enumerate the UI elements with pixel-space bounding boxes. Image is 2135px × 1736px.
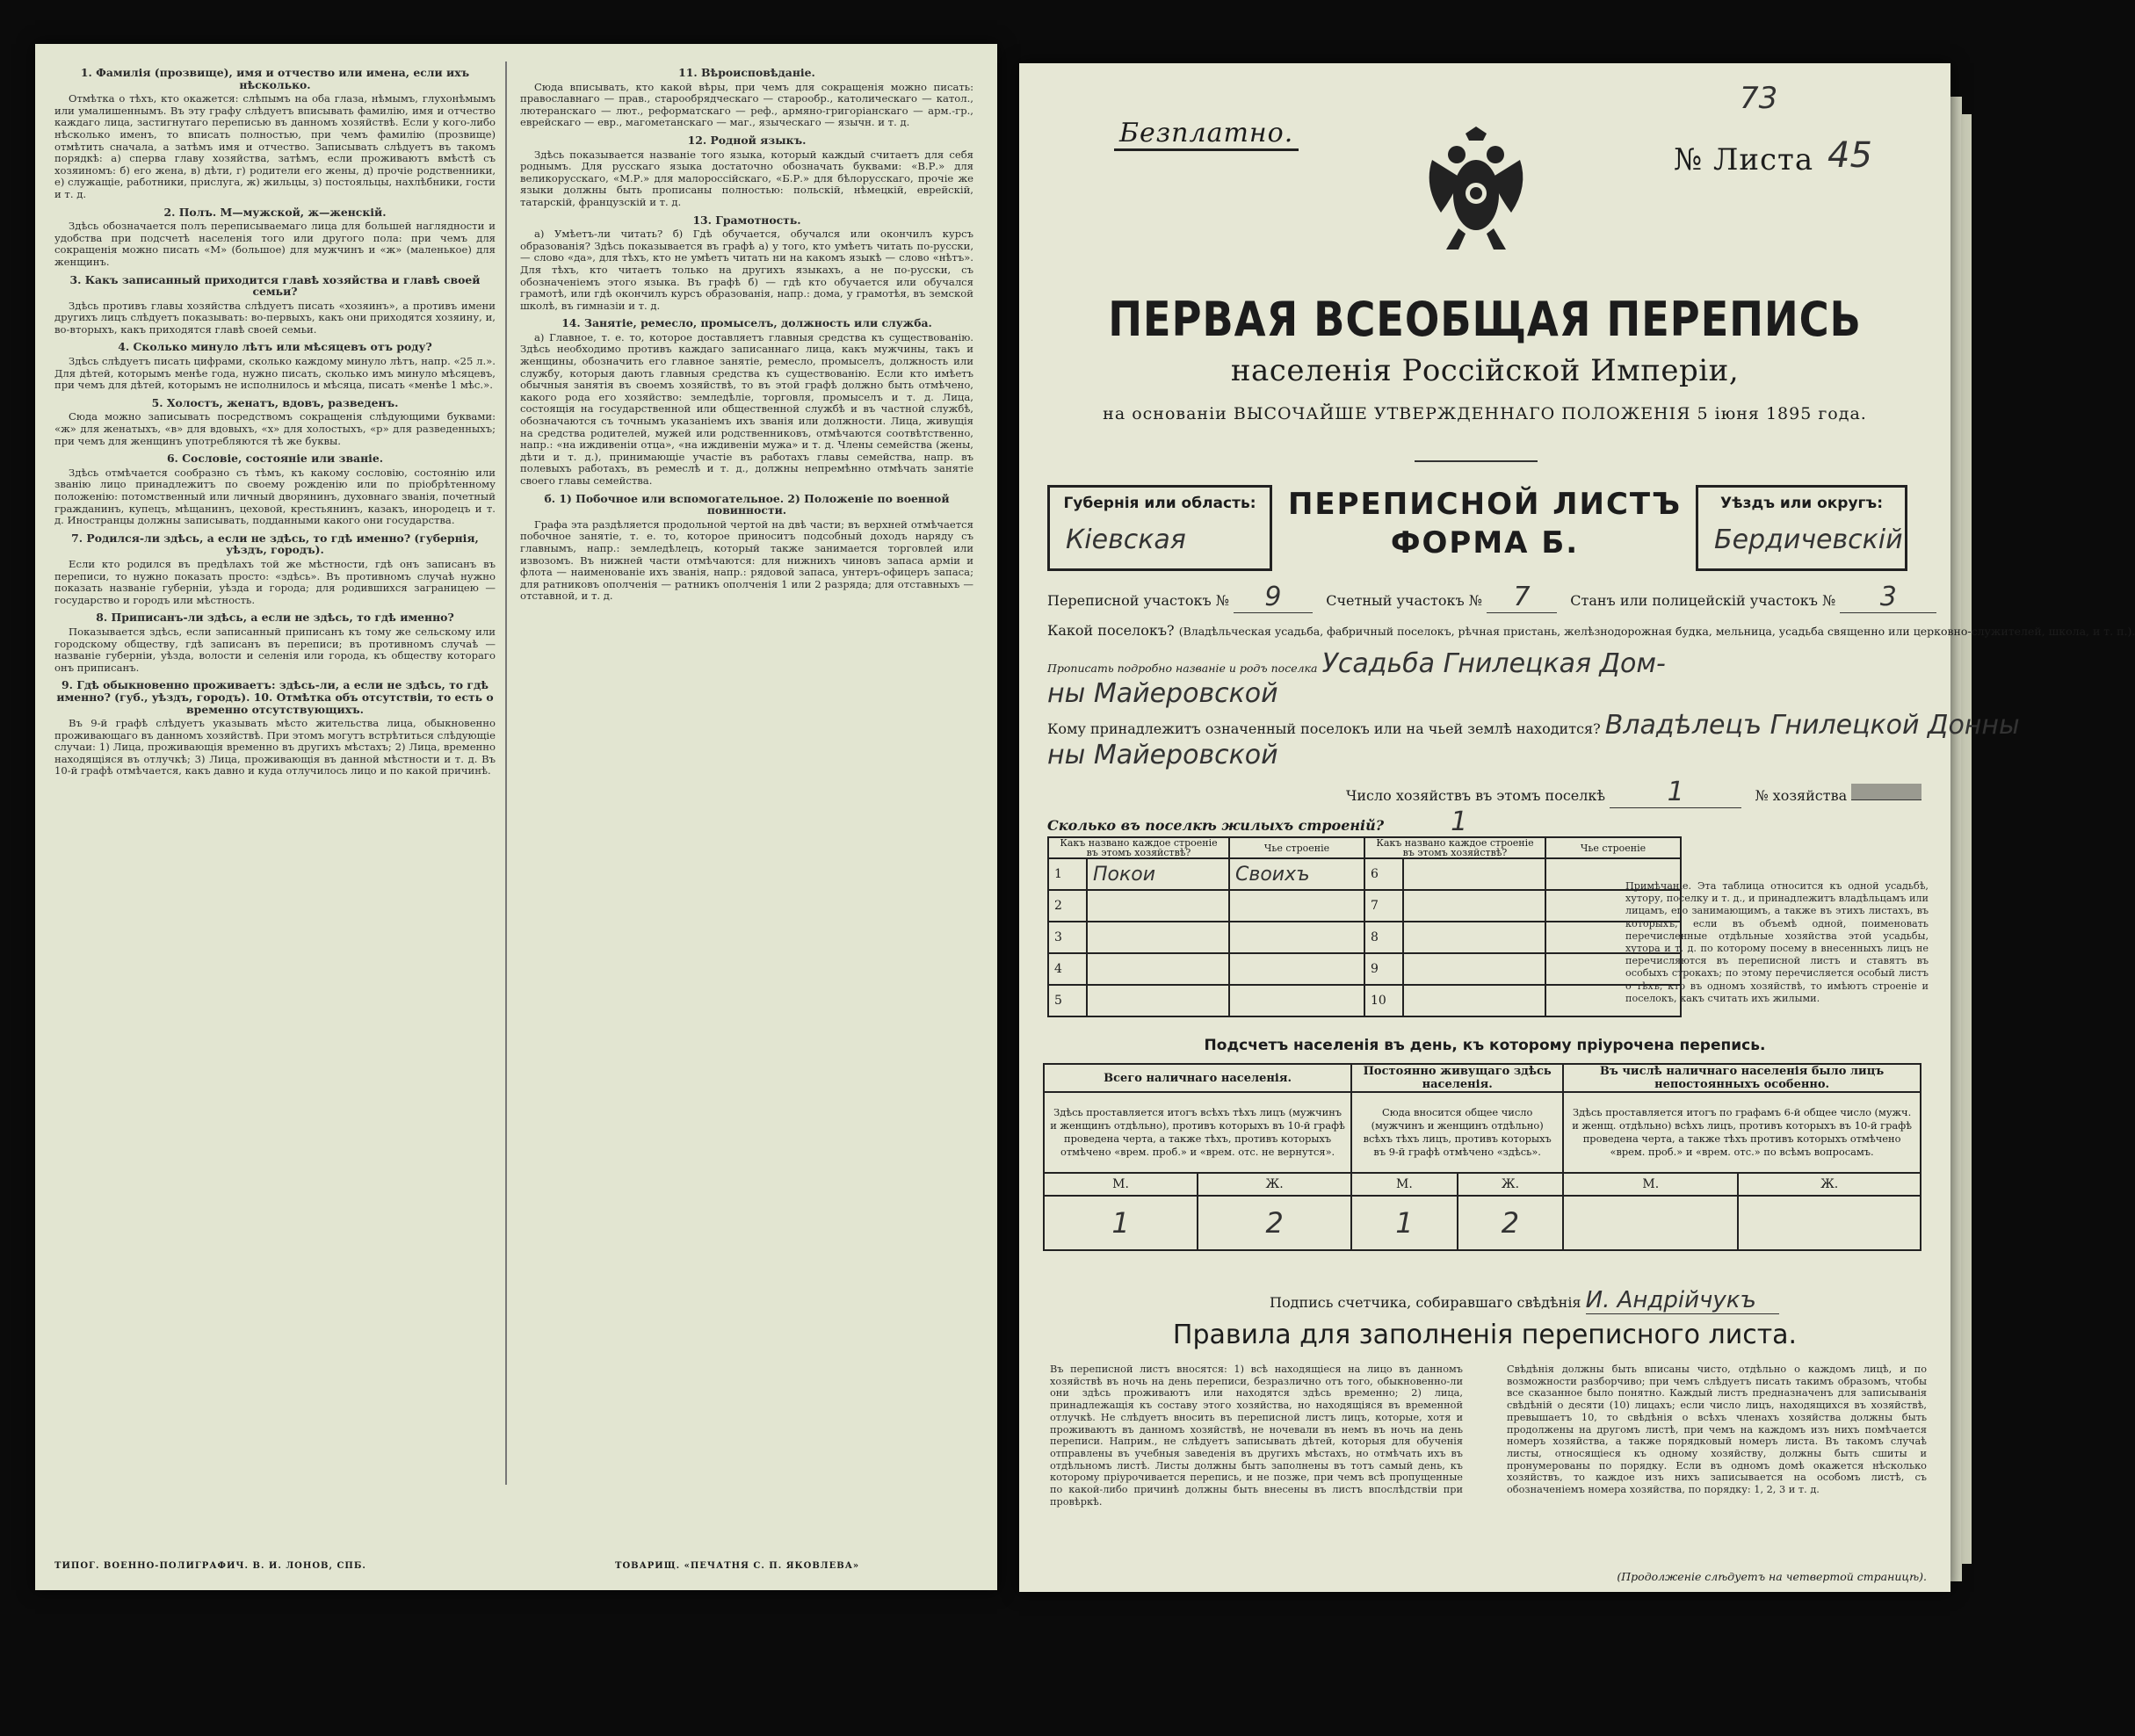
instruction-heading: 2. Полъ. М—мужской, ж—женскій. [163,205,387,219]
signature-value: И. Андрійчукъ [1586,1287,1779,1314]
form-legal-basis: на основаніи ВЫСОЧАЙШЕ УТВЕРЖДЕННАГО ПОЛОЖЕНІЯ 5 іюня 1895 года. [1103,404,1867,423]
count-female-label: Ж. [1198,1173,1351,1196]
building-row [1048,953,1681,985]
settlement-value: Усадьба Гнилецкая Дом- [1321,648,1666,679]
instruction-heading: 8. Приписанъ-ли здѣсь, а если не здѣсь, то гдѣ именно? [96,611,454,625]
building-kind-cell [1403,953,1545,985]
building-no-cell: 2 [1048,890,1087,922]
buildings-note: Примѣчаніе. Эта таблица относится къ одной усадьбѣ, хутору, поселку и т. д., и принадлежитъ владѣльцамъ или лицамъ, его занимающимъ, а также въ этихъ листахъ, въ которыхъ, если въ объемѣ одной, поименовать перечисленные отдѣльные хозяйства этой усадьбы, хутора и т. д. по которому посему в внесенныхъ лицъ не перечисляются въ переписной листъ и ставятъ въ особыхъ строкахъ; по этому перечисляется особый листъ о тѣхъ, кто въ одномъ хозяйствѣ, то имѣютъ строеніе и поселокъ, какъ считать ихъ жилыми. [1625,880,1929,1004]
building-whose-cell [1229,985,1364,1016]
buildings-label: Сколько въ поселкѣ жилыхъ строеній? [1047,817,1385,834]
rules-title: Правила для заполненія переписного листа. [1172,1320,1798,1350]
instruction-heading: 9. Гдѣ обыкновенно проживаетъ: здѣсь-ли, а если не здѣсь, то гдѣ именно? (губ., уѣздъ, городъ). 10. Отмѣтка объ отсутствіи, то есть о временно отсутствующихъ. [56,678,494,716]
count-value-nonresident-female [1738,1196,1921,1250]
instruction-text: а) Главное, т. е. то, которое доставляетъ главныя средства къ существованію. Здѣсь необходимо противъ каждаго записаннаго лица, какъ мужчины, такъ и женщины, обозначить его главное занятіе, ремесло, промыселъ, должность или службу, которыя дають главныя средства къ существованію. Если кто имѣетъ обычныя занятія въ своемъ хозяйствѣ, то въ этой графѣ должно быть отмѣчено, какого рода его хозяйство: земледѣліе, торговля, промыселъ и т. д. Лица, состоящія на государственной или общественной службѣ и въ частной службѣ, обозначаются съ точнымъ указаніемъ ихъ званія или должности. Лица, живущія на средства родителей, мужей или родственниковъ, отмѣчаются соотвѣтственно, напр.: «на иждивеніи отца», «на иждивеніи мужа» и т. д. Члены семейства (жены, дѣти и т. д.), принимающіе участіе въ работахъ главы семейства, напр. въ полевыхъ работахъ, въ ремеслѣ и т. д., должны непремѣнно отмѣчать занятіе своего главы семейства. [520,330,973,487]
count-male-label: М. [1563,1173,1738,1196]
owner-label: Кому принадлежитъ означенный поселокъ или на чьей землѣ находится? [1047,720,1601,737]
building-kind-cell [1087,985,1229,1016]
printer-imprint-left: ТИПОГ. ВОЕННО-ПОЛИГРАФИЧ. В. И. ЛОНОВ, СПБ. [54,1561,366,1571]
count-value-resident-male: 1 [1351,1196,1458,1250]
buildings-header-kind: Какъ названо каждое строеніе въ этомъ хозяйствѣ? [1048,837,1229,858]
instruction-text: Сюда вписывать, кто какой вѣры, при чемъ для сокращенія можно писать: православнаго — прав., старообрядческаго — старообр., католическаго — катол., лютеранскаго — лют., реформатскаго — реф., армяно-григоріанскаго — арм.-гр., еврейскаго — евр., магометанскаго — маг., языческаго — язычн. и т. д. [520,80,973,129]
household-number-blank [1851,784,1922,800]
page-stack-edge [1961,114,1972,1564]
instructions-column-2 [520,61,973,607]
settlement-value-row [1047,648,1666,679]
owner-value-continued: ны Майеровской [1047,740,1278,770]
signature-label: Подпись счетчика, собиравшаго свѣдѣнія [1270,1294,1581,1311]
sheet-number-value: 45 [1827,135,1872,176]
building-no-cell: 10 [1364,985,1403,1016]
building-no-cell: 7 [1364,890,1403,922]
buildings-count-row [1047,807,1530,838]
uezd-label: Уѣздъ или округъ: [1719,495,1884,512]
rules-column-1: Въ переписной листъ вносятся: 1) всѣ находящіеся на лицо въ данномъ хозяйствѣ въ ночь на день переписи, безразлично отъ того, обыкновенно-ли они здѣсь проживаютъ или находятся здѣсь временно; 2) лица, принадлежащія къ составу этого хозяйства, но находящіяся въ временной отлучкѣ. Не слѣдуетъ вносить въ переписной листъ лицъ, которые, хотя и проживаютъ въ данномъ хозяйствѣ, не ночевали въ немъ въ ночь на день переписи. Наприм., не слѣдуетъ записывать дѣтей, которыя для обученія отправлены въ учебныя заведенія въ другихъ мѣстахъ, но отмѣчать ихъ въ отдѣльномъ листѣ. Листы должны быть заполнены въ тотъ самый день, къ которому пріурочивается перепись, и не позже, при чемъ всѣ пропущенные по какой-либо причинѣ должны быть внесены въ листъ впослѣдствіи при провѣркѣ. [1050,1363,1463,1508]
count-value-nonresident-male [1563,1196,1738,1250]
free-of-charge-label: Безплатно. [1114,118,1299,151]
households-row [1346,777,1922,808]
instruction-text: Графа эта раздѣляется продольной чертой на двѣ части; въ верхней отмѣчается побочное занятіе, т. е. то, которое приноситъ подсобный доходъ наряду съ главнымъ, напр.: земледѣлецъ, который также занимается торговлей или извозомъ. Въ нижней части отмѣчаются: для нижнихъ чиновъ запаса арміи и флота — наименованіе ихъ званія, напр.: рядовой запаса, унтеръ-офицеръ запаса; для ратниковъ ополченія — ратникъ ополченія 1 или 2 разряда; для отставныхъ — отставной, и т. д. [520,517,973,603]
instruction-text: Отмѣтка о тѣхъ, кто окажется: слѣпымъ на оба глаза, нѣмымъ, глухонѣмымъ или умалишеннымъ. Въ эту графу слѣдуетъ вписывать фамилію, имя и отчество каждаго лица, застигнутаго переписью въ данномъ хозяйствѣ. Если у кого-либо нѣсколько именъ, то вписать полностью, при чемъ фамилію (прозвище) отмѣтить сначала, а затѣмъ имя и отчество. Записывать слѣдуетъ въ такомъ порядкѣ: а) сперва главу хозяйства, затѣмъ, если проживаютъ вмѣстѣ съ хозяиномъ: б) его жена, в) дѣти, г) родители его жены, д) прочіе родственники, е) служащіе, работники, прислуга, ж) жильцы, з) постояльцы, нахлѣбники, гости и т. д. [54,92,496,200]
form-heading [1283,485,1687,562]
instructions-column-1 [54,61,496,782]
building-kind-cell [1087,922,1229,953]
settlement-row [1047,622,2135,639]
instruction-text: Показывается здѣсь, если записанный приписанъ къ тому же сельскому или городскому обществу, гдѣ записанъ въ переписи; въ противномъ случаѣ — названіе губерніи, уѣзда, волости и селенія или города, къ обществу котораго онъ приписанъ. [54,625,496,674]
form-subtitle: населенія Россійской Имперіи, [1230,353,1740,388]
census-district-value: 9 [1234,582,1313,613]
settlement-value-row-2 [1047,678,1278,709]
building-no-cell: 5 [1048,985,1087,1016]
column-divider [505,61,507,1485]
count-male-label: М. [1351,1173,1458,1196]
title-divider [1415,460,1538,462]
building-no-cell: 3 [1048,922,1087,953]
printer-imprint-right: ТОВАРИЩ. «ПЕЧАТНЯ С. П. ЯКОВЛЕВА» [615,1561,860,1571]
stan-value: 3 [1840,582,1936,613]
buildings-table [1047,836,1682,1017]
building-kind-cell [1087,953,1229,985]
instruction-text: а) Умѣетъ-ли читать? б) Гдѣ обучается, обучался или окончилъ курсъ образованія? Здѣсь показывается въ графѣ а) у того, кто умѣетъ читать по-русски, — слово «да», для тѣхъ, кто не умѣетъ читать ни на какомъ языкѣ — слово «нѣтъ». Для тѣхъ, кто читаетъ только на другихъ языкахъ, а не по-русски, съ обозначеніемъ этого языка. Въ графѣ б) — гдѣ кто обучается или обучался грамотѣ, или гдѣ окончилъ курсъ образованія, напр.: дома, у грамотѣя, въ земской школѣ, въ гимназіи и т. д. [520,228,973,312]
left-instructions-page [35,44,997,1590]
building-row [1048,985,1681,1016]
settlement-hint: (Владѣльческая усадьба, фабричный поселокъ, рѣчная пристань, желѣзнодорожная будка, мельница, усадьба священно или церковно-служителей, школа, и т. п.). [1178,625,2135,638]
count-value-present-female: 2 [1198,1196,1351,1250]
form-variant: ФОРМА Б. [1390,525,1580,561]
building-whose-cell [1229,953,1364,985]
instruction-heading: 12. Родной языкъ. [687,133,807,147]
instruction-heading: 7. Родился-ли здѣсь, а если не здѣсь, то гдѣ именно? (губернія, уѣздъ, городъ). [71,531,479,557]
form-main-title: ПЕРВАЯ ВСЕОБЩАЯ ПЕРЕПИСЬ [1108,292,1862,347]
instruction-heading: 3. Какъ записанный приходится главѣ хозяйства и главѣ своей семьи? [69,272,481,299]
instruction-text: Здѣсь отмѣчается сообразно съ тѣмъ, къ какому сословію, состоянію или званію лицо принадлежитъ по своему рожденію или по пріобрѣтенному положенію: потомственный или личный дворянинъ, духовнаго званія, почетный гражданинъ, купецъ, мѣщанинъ, цеховой, крестьянинъ, казакъ, инородецъ и т. д. Иностранцы должны записывать, подданными какого они государства. [54,466,496,527]
guberniya-label: Губернія или область: [1063,495,1256,512]
owner-row [1047,710,2020,741]
building-kind-cell [1403,890,1545,922]
building-no-cell: 9 [1364,953,1403,985]
building-no-cell: 4 [1048,953,1087,985]
instruction-heading: 4. Сколько минуло лѣтъ или мѣсяцевъ отъ роду? [118,340,432,354]
instruction-text: Сюда можно записывать посредствомъ сокращенія слѣдующими буквами: «ж» для женатыхъ, «в» для вдовыхъ, «х» для холостыхъ, «р» для разведенныхъ; при чемъ для женщинъ употребляются тѣ же буквы. [54,410,496,447]
instruction-text: Здѣсь обозначается полъ переписываемаго лица для большей наглядности и удобства при подсчетѣ населенія того или другого пола: при чемъ для сокращенія можно писать «М» (большое) для мужчинъ и «ж» (маленькое) для женщинъ. [54,220,496,268]
instruction-text: Если кто родился въ предѣлахъ той же мѣстности, гдѣ онъ записанъ въ переписи, то нужно показать просто: «здѣсь». Въ противномъ случаѣ нужно показать названіе губерніи, уѣзда и города; для родившихся заграницею — государство и городъ или мѣстность. [54,557,496,606]
count-header-present: Всего наличнаго населенія. [1044,1064,1351,1092]
count-desc-resident: Сюда вносится общее число (мужчинъ и женщинъ отдѣльно) всѣхъ тѣхъ лицъ, противъ которыхъ въ 9-й графѣ отмѣчено «здѣсь». [1351,1092,1563,1173]
buildings-value: 1 [1389,807,1530,838]
buildings-header-kind: Какъ названо каждое строеніе въ этомъ хозяйствѣ? [1364,837,1545,858]
households-label: Число хозяйствъ въ этомъ поселкѣ [1346,787,1606,804]
building-row [1048,858,1681,890]
guberniya-box [1047,485,1272,571]
building-whose-cell [1229,922,1364,953]
count-header-nonresident: Въ числѣ наличнаго населенія было лицъ непостоянныхъ особенно. [1563,1064,1921,1092]
instruction-heading: 11. Вѣроисповѣданіе. [678,66,815,79]
instruction-heading: 5. Холостъ, женатъ, вдовъ, разведенъ. [151,395,399,409]
census-district-label: Переписной участокъ № [1047,592,1229,609]
owner-value: Владѣлецъ Гнилецкой Донны [1604,710,2020,741]
building-row [1048,890,1681,922]
population-count-table [1043,1063,1922,1251]
district-numbers-row [1047,582,1936,613]
rules-column-2: Свѣдѣнія должны быть вписаны чисто, отдѣльно о каждомъ лицѣ, и по возможности разборчиво; при чемъ слѣдуетъ писать такимъ образомъ, чтобы все сказанное было понятно. Каждый листъ предназначенъ для записыванія свѣдѣній о десяти (10) лицахъ; если число лицъ, находящихся въ хозяйствѣ, превышаетъ 10, то свѣдѣнія о всѣхъ членахъ хозяйства должны быть продолжены на другомъ листѣ, при чемъ на каждомъ изъ нихъ помѣчается номеръ хозяйства, а также порядковый номеръ листа. Въ такомъ случаѣ листы, относящіеся къ одному хозяйству, должны быть сшиты и пронумерованы по порядку. Если въ одномъ домѣ окажется нѣсколько хозяйствъ, то каждое изъ нихъ записывается на особомъ листѣ, съ обозначеніемъ номера хозяйства, по порядку: 1, 2, 3 и т. д. [1507,1363,1927,1496]
stan-label: Станъ или полицейскій участокъ № [1570,592,1836,609]
building-kind-cell: Покои [1087,858,1229,890]
continued-note: (Продолженіе слѣдуетъ на четвертой страницѣ). [1617,1570,1927,1583]
count-desc-present: Здѣсь проставляется итогъ всѣхъ тѣхъ лицъ (мужчинъ и женщинъ отдѣльно), противъ которыхъ въ 10-й графѣ проведена черта, а также тѣхъ, противъ которыхъ отмѣчено «врем. проб.» и «врем. отс. не вернутся». [1044,1092,1351,1173]
form-title: ПЕРЕПИСНОЙ ЛИСТЪ [1287,487,1683,522]
owner-row-2 [1047,740,1278,770]
building-no-cell: 6 [1364,858,1403,890]
building-whose-cell [1229,890,1364,922]
household-number-label: № хозяйства [1755,787,1848,804]
census-form-page [1019,63,2135,1592]
building-kind-cell [1403,985,1545,1016]
archive-page-number: 73 [1740,81,1778,116]
guberniya-value: Кiевская [1066,524,1186,555]
count-female-label: Ж. [1458,1173,1564,1196]
instruction-heading: б. 1) Побочное или вспомогательное. 2) Положеніе по военной повинности. [544,491,950,517]
count-value-resident-female: 2 [1458,1196,1564,1250]
building-kind-cell [1403,858,1545,890]
buildings-header-whose: Чье строеніе [1229,837,1364,858]
population-count-heading: Подсчетъ населенія въ день, къ которому пріурочена перепись. [1204,1037,1766,1054]
households-value: 1 [1610,777,1741,808]
counting-district-label: Счетный участокъ № [1326,592,1482,609]
instruction-heading: 1. Фамилія (прозвище), имя и отчество или имена, если ихъ нѣсколько. [80,66,470,91]
instruction-heading: 6. Сословіе, состояніе или званіе. [166,452,384,466]
count-female-label: Ж. [1738,1173,1921,1196]
instruction-text: Въ 9-й графѣ слѣдуетъ указывать мѣсто жительства лица, обыкновенно проживающаго въ данномъ хозяйствѣ. При этомъ могутъ встрѣтиться слѣдующіе случаи: 1) Лица, проживающія временно въ другихъ мѣстахъ; 2) Лица, временно находящіяся въ отлучкѣ; 3) Лица, проживающія въ данной мѣстности и т. д. Въ 10-й графѣ отмѣчается, какъ давно и куда отлучилось лицо и по какой причинѣ. [54,717,496,778]
settlement-value-continued: ны Майеровской [1047,678,1278,709]
building-no-cell: 8 [1364,922,1403,953]
settlement-hint-2: Прописать подробно названіе и родъ поселка [1047,662,1318,675]
instruction-text: Здѣсь слѣдуетъ писать цифрами, сколько каждому минуло лѣтъ, напр. «25 л.». Для дѣтей, которымъ менѣе года, нужно писать, сколько имъ минуло мѣсяцевъ, при чемъ для дѣтей, которымъ не исполнилось и мѣсяца, писать «менѣе 1 мѣс.». [54,355,496,392]
enumerator-signature-row [1270,1287,1779,1314]
count-desc-nonresident: Здѣсь проставляется итогъ по графамъ 6-й общее число (мужч. и женщ. отдѣльно) всѣхъ лицъ, противъ которыхъ въ 10-й графѣ проведена черта, а также тѣхъ противъ которыхъ отмѣчено «врем. проб.» и «врем. отс.» по всѣмъ вопросамъ. [1563,1092,1921,1173]
building-kind-cell [1403,922,1545,953]
count-header-resident: Постоянно живущаго здѣсь населенія. [1351,1064,1563,1092]
count-value-present-male: 1 [1044,1196,1198,1250]
sheet-number-label: № Листа [1674,142,1814,177]
building-row [1048,922,1681,953]
instruction-text: Здѣсь противъ главы хозяйства слѣдуетъ писать «хозяинъ», а противъ имени другихъ лицъ слѣдуетъ показывать: во-первыхъ, какъ они приходятся хозяину, и, во-вторыхъ, какъ приходятся главѣ своей семьи. [54,299,496,336]
counting-district-value: 7 [1487,582,1557,613]
buildings-header-whose: Чье строеніе [1545,837,1681,858]
uezd-value: Бердичевскій [1714,524,1903,555]
building-no-cell: 1 [1048,858,1087,890]
building-whose-cell: Своихъ [1229,858,1364,890]
settlement-label: Какой поселокъ? [1047,622,1175,639]
uezd-box [1696,485,1907,571]
building-kind-cell [1087,890,1229,922]
instruction-heading: 13. Грамотность. [692,213,801,227]
double-headed-eagle-icon [1415,125,1538,257]
instruction-text: Здѣсь показывается названіе того языка, который каждый считаетъ для себя роднымъ. Для русскаго языка достаточно обозначать буквами: «В.Р.» для великорусскаго, «М.Р.» для малороссійскаго, «Б.Р.» для бѣлорусскаго, прочіе же языки должны быть прописаны полностью: польскій, нѣмецкій, еврейскій, татарскій, французскій и т. д. [520,148,973,208]
instruction-heading: 14. Занятіе, ремесло, промыселъ, должность или служба. [561,316,932,330]
count-male-label: М. [1044,1173,1198,1196]
